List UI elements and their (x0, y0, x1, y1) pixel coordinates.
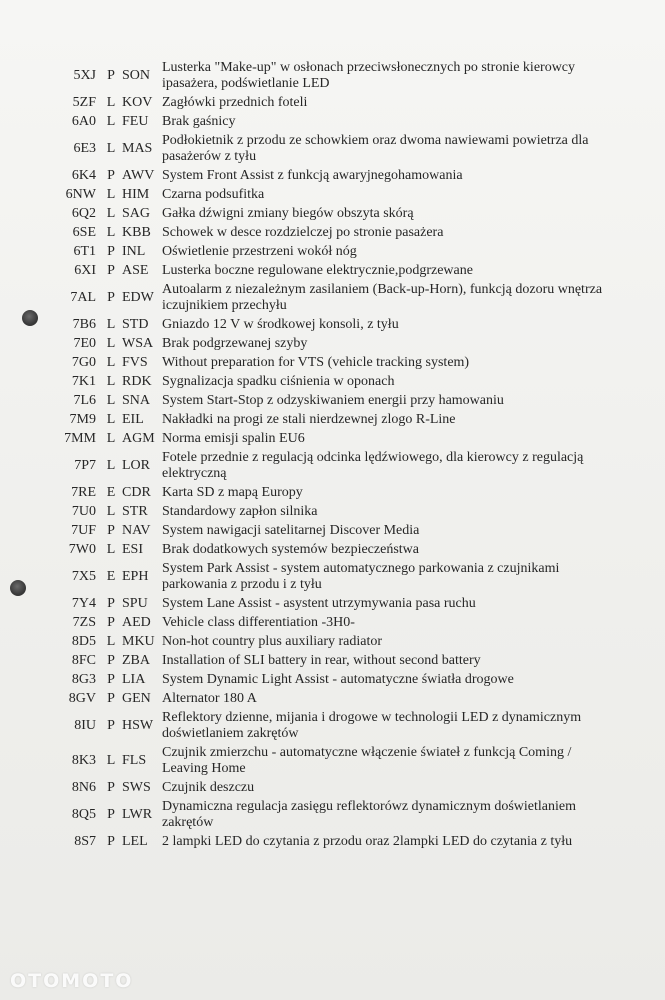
option-opt: NAV (122, 523, 151, 538)
option-desc: Lusterka boczne regulowane elektrycznie,podgrzewane (162, 263, 473, 278)
option-desc: Nakładki na progi ze stali nierdzewnej zlogo R-Line (162, 412, 456, 427)
option-flag: L (106, 114, 116, 129)
option-flag: P (107, 523, 115, 538)
option-flag: L (106, 393, 116, 408)
option-flag: L (106, 374, 116, 389)
option-code: 8S7 (74, 834, 96, 849)
list-item (0, 244, 665, 260)
option-opt: SNA (122, 393, 151, 408)
option-code: 6E3 (73, 141, 96, 156)
option-desc: Fotele przednie z regulacją odcinka lędźwiowego, dla kierowcy z regulacją elektryczną (162, 450, 584, 481)
option-code: 7L6 (73, 393, 96, 408)
option-desc: Brak dodatkowych systemów bezpieczeństwa (162, 542, 419, 557)
list-item (0, 504, 665, 520)
option-desc: Schowek w desce rozdzielczej po stronie pasażera (162, 225, 444, 240)
list-item (0, 114, 665, 130)
option-code: 7AL (70, 290, 96, 305)
option-opt: EIL (122, 412, 144, 427)
option-flag: P (107, 653, 115, 668)
option-code: 6SE (72, 225, 96, 240)
option-opt: ASE (122, 263, 149, 278)
option-desc: Brak gaśnicy (162, 114, 236, 129)
option-code: 7UF (71, 523, 96, 538)
list-item (0, 168, 665, 184)
option-code: 7G0 (71, 355, 96, 370)
option-desc: Non-hot country plus auxiliary radiator (162, 634, 383, 649)
list-item (0, 542, 665, 558)
list-item (0, 317, 665, 333)
option-flag: P (107, 290, 115, 305)
option-flag: P (107, 615, 115, 630)
option-opt: HIM (122, 187, 150, 202)
option-code: 8N6 (71, 780, 96, 795)
option-flag: L (106, 336, 116, 351)
list-item (0, 561, 665, 593)
option-code: 6K4 (71, 168, 96, 183)
list-item (0, 634, 665, 650)
option-desc: Standardowy zapłon silnika (162, 504, 318, 519)
list-item (0, 780, 665, 796)
option-desc: Podłokietnik z przodu ze schowkiem oraz dwoma nawiewami powietrza dla pasażerów z tyłu (162, 133, 589, 164)
option-code: 7B6 (72, 317, 96, 332)
option-desc: Installation of SLI battery in rear, without second battery (162, 653, 481, 668)
option-flag: P (107, 596, 115, 611)
option-flag: P (107, 244, 115, 259)
option-desc: Zagłówki przednich foteli (162, 95, 308, 110)
option-code: 7P7 (74, 458, 96, 473)
option-flag: L (106, 431, 116, 446)
list-item (0, 691, 665, 707)
option-code: 6Q2 (71, 206, 96, 221)
option-desc: Sygnalizacja spadku ciśnienia w oponach (162, 374, 395, 389)
list-item (0, 596, 665, 612)
option-flag: L (106, 187, 116, 202)
option-opt: HSW (122, 718, 154, 733)
option-opt: EDW (122, 290, 154, 305)
option-flag: L (106, 141, 116, 156)
option-flag: P (107, 807, 115, 822)
option-code: 6A0 (71, 114, 96, 129)
option-code: 5XJ (73, 68, 96, 83)
option-flag: P (107, 691, 115, 706)
option-opt: KOV (122, 95, 153, 110)
option-code: 7W0 (68, 542, 96, 557)
list-item (0, 355, 665, 371)
option-opt: CDR (122, 485, 151, 500)
option-opt: STR (122, 504, 148, 519)
option-opt: AED (122, 615, 151, 630)
list-item (0, 485, 665, 501)
option-opt: INL (122, 244, 146, 259)
option-code: 8Q5 (71, 807, 96, 822)
option-opt: KBB (122, 225, 151, 240)
option-opt: WSA (122, 336, 154, 351)
option-desc: System Start-Stop z odzyskiwaniem energii przy hamowaniu (162, 393, 504, 408)
option-flag: E (106, 569, 116, 584)
option-desc: Gałka dźwigni zmiany biegów obszyta skórą (162, 206, 414, 221)
option-flag: P (107, 263, 115, 278)
option-opt: MAS (122, 141, 153, 156)
option-code: 7K1 (71, 374, 96, 389)
option-opt: STD (122, 317, 149, 332)
option-desc: Reflektory dzienne, mijania i drogowe w technologii LED z dynamicznym doświetlaniem zakrętów (162, 710, 582, 741)
option-flag: L (106, 542, 116, 557)
option-opt: SAG (122, 206, 151, 221)
option-desc: Karta SD z mapą Europy (162, 485, 303, 500)
option-opt: SPU (122, 596, 148, 611)
option-code: 7M9 (69, 412, 96, 427)
option-code: 7Y4 (71, 596, 96, 611)
list-item (0, 187, 665, 203)
equipment-list (0, 60, 665, 853)
list-item (0, 206, 665, 222)
option-code: 8K3 (71, 753, 96, 768)
watermark-logo: OTOMOTO (10, 970, 134, 992)
option-flag: L (106, 225, 116, 240)
option-opt: EPH (122, 569, 149, 584)
option-desc: Czarna podsufitka (162, 187, 265, 202)
list-item (0, 60, 665, 92)
option-desc: Czujnik zmierzchu - automatyczne włączenie świateł z funkcją Coming / Leaving Home (162, 745, 572, 776)
option-desc: Gniazdo 12 V w środkowej konsoli, z tyłu (162, 317, 399, 332)
option-desc: Oświetlenie przestrzeni wokół nóg (162, 244, 357, 259)
option-opt: AWV (122, 168, 155, 183)
list-item (0, 745, 665, 777)
option-flag: L (106, 95, 116, 110)
list-item (0, 133, 665, 165)
option-code: 7U0 (71, 504, 96, 519)
option-desc: System Dynamic Light Assist - automatyczne światła drogowe (162, 672, 514, 687)
option-flag: P (107, 68, 115, 83)
list-item (0, 799, 665, 831)
option-opt: LEL (122, 834, 148, 849)
option-opt: AGM (122, 431, 155, 446)
option-desc: System Front Assist z funkcją awaryjnegohamowania (162, 168, 463, 183)
option-flag: L (106, 206, 116, 221)
option-opt: LOR (122, 458, 150, 473)
option-code: 7ZS (72, 615, 96, 630)
option-opt: ESI (122, 542, 143, 557)
option-flag: P (107, 834, 115, 849)
option-opt: FLS (122, 753, 147, 768)
option-desc: Norma emisji spalin EU6 (162, 431, 305, 446)
option-desc: Dynamiczna regulacja zasięgu reflektorówz dynamicznym doświetlaniem zakrętów (162, 799, 576, 830)
option-opt: RDK (122, 374, 152, 389)
list-item (0, 263, 665, 279)
option-flag: L (106, 355, 116, 370)
option-code: 6T1 (73, 244, 96, 259)
option-flag: L (106, 753, 116, 768)
option-flag: E (106, 485, 116, 500)
option-opt: SWS (122, 780, 151, 795)
option-code: 7E0 (73, 336, 96, 351)
list-item (0, 710, 665, 742)
option-opt: SON (122, 68, 151, 83)
list-item (0, 95, 665, 111)
list-item (0, 431, 665, 447)
option-opt: LWR (122, 807, 153, 822)
list-item (0, 393, 665, 409)
list-item (0, 374, 665, 390)
option-desc: Without preparation for VTS (vehicle tracking system) (162, 355, 470, 370)
option-desc: Autoalarm z niezależnym zasilaniem (Back-up-Horn), funkcją dozoru wnętrza iczujnikiem przechyłu (162, 282, 603, 313)
option-flag: P (107, 168, 115, 183)
option-opt: FVS (122, 355, 148, 370)
option-code: 8FC (71, 653, 96, 668)
option-desc: 2 lampki LED do czytania z przodu oraz 2lampki LED do czytania z tyłu (162, 834, 573, 849)
option-desc: Lusterka "Make-up" w osłonach przeciwsłonecznych po stronie kierowcy ipasażera, podświetlanie LED (162, 60, 576, 91)
option-desc: System nawigacji satelitarnej Discover Media (162, 523, 420, 538)
option-flag: P (107, 780, 115, 795)
option-desc: Brak podgrzewanej szyby (162, 336, 308, 351)
option-desc: System Lane Assist - asystent utrzymywania pasa ruchu (162, 596, 476, 611)
option-code: 8IU (74, 718, 96, 733)
option-code: 7X5 (71, 569, 96, 584)
list-item (0, 412, 665, 428)
option-opt: FEU (122, 114, 149, 129)
option-code: 8GV (68, 691, 96, 706)
option-opt: ZBA (122, 653, 150, 668)
option-flag: L (106, 412, 116, 427)
option-opt: LIA (122, 672, 146, 687)
option-opt: GEN (122, 691, 151, 706)
list-item (0, 834, 665, 850)
list-item (0, 225, 665, 241)
option-flag: L (106, 504, 116, 519)
option-code: 6NW (65, 187, 96, 202)
option-flag: P (107, 672, 115, 687)
option-opt: MKU (122, 634, 155, 649)
list-item (0, 653, 665, 669)
option-code: 7MM (64, 431, 96, 446)
list-item (0, 450, 665, 482)
list-item (0, 615, 665, 631)
option-flag: L (106, 634, 116, 649)
option-code: 5ZF (72, 95, 96, 110)
option-code: 7RE (71, 485, 96, 500)
option-desc: System Park Assist - system automatycznego parkowania z czujnikami parkowania z przodu i z tyłu (162, 561, 560, 592)
option-desc: Alternator 180 A (162, 691, 257, 706)
option-code: 8D5 (71, 634, 96, 649)
list-item (0, 282, 665, 314)
option-code: 8G3 (71, 672, 96, 687)
option-desc: Czujnik deszczu (162, 780, 255, 795)
option-flag: P (107, 718, 115, 733)
option-flag: L (106, 317, 116, 332)
option-desc: Vehicle class differentiation -3H0- (162, 615, 355, 630)
list-item (0, 672, 665, 688)
list-item (0, 336, 665, 352)
option-flag: L (106, 458, 116, 473)
option-code: 6XI (74, 263, 96, 278)
list-item (0, 523, 665, 539)
